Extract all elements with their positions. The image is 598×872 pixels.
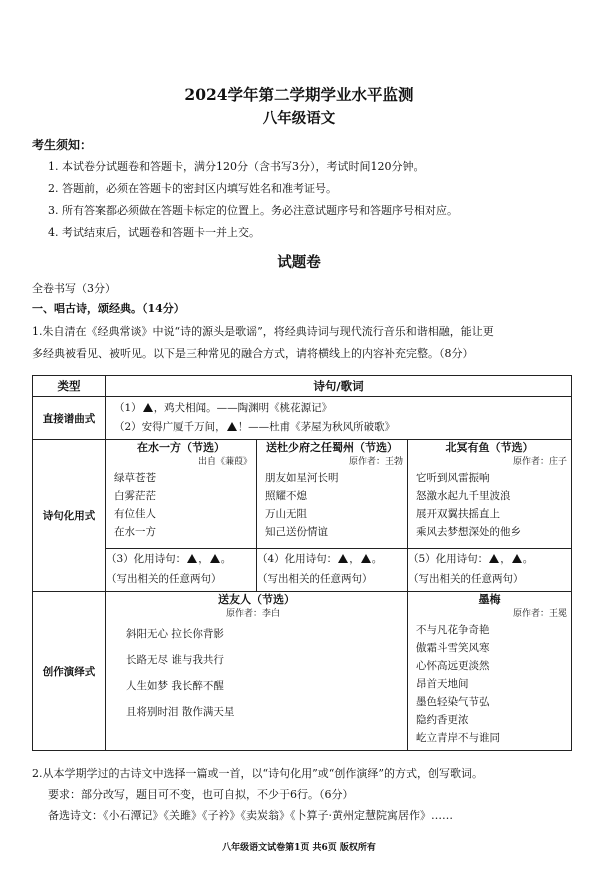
poem-card <box>408 440 572 549</box>
notice-item-1: 1. 本试卷分试题卷和答题卡，满分120分（含书写3分），考试时间120分钟。 <box>48 160 425 173</box>
poem-title: 墨梅 <box>478 593 501 606</box>
poem-title: 送友人（节选） <box>218 593 295 606</box>
poem-line: 人生如梦 我长醉不醒 <box>126 680 224 692</box>
poem-line: 隐约香更浓 <box>416 714 469 726</box>
poem-source: 出自《蒹葭》 <box>197 457 252 467</box>
poem-line: 屹立青岸不与谁同 <box>416 732 500 744</box>
poem-line: 它听到风雷振响 <box>416 472 490 484</box>
adapt-answer-4: （4）化用诗句： ， 。 （写出相关的任意两句） <box>257 549 408 592</box>
poem-line: 在水一方 <box>114 526 156 538</box>
writing-score: 全卷书写（3分） <box>32 282 116 295</box>
row-direct-content <box>106 397 572 440</box>
blank-triangle-icon[interactable] <box>338 554 348 563</box>
blank-triangle-icon[interactable] <box>489 554 499 563</box>
creative-poem-b <box>408 592 572 751</box>
poem-source: 原作者：王勃 <box>348 457 403 467</box>
page-footer: 八年级语文试卷第1页 共6页 版权所有 <box>222 843 376 853</box>
poem-line: 长路无尽 谁与我共行 <box>126 654 224 666</box>
direct-item-1: （1） ，鸡犬相闻。——陶渊明《桃花源记》 <box>114 402 333 414</box>
poem-line: 白雾茫茫 <box>114 490 156 502</box>
poem-line: 且将别时泪 散作满天星 <box>126 706 235 718</box>
blank-triangle-icon[interactable] <box>143 403 153 412</box>
poem-line: 斜阳无心 拉长你背影 <box>126 628 224 640</box>
blank-triangle-icon[interactable] <box>210 554 220 563</box>
answer-hint: （写出相关的任意两句） <box>106 573 222 585</box>
header-type: 类型 <box>33 376 106 397</box>
notice-heading: 考生须知： <box>32 138 93 152</box>
row-adapt-label: 诗句化用式 <box>33 440 106 592</box>
poem-line: 怒激水起九千里波浪 <box>416 490 511 502</box>
poem-line: 展开双翼扶摇直上 <box>416 508 500 520</box>
notice-item-3: 3. 所有答案都必须做在答题卡标定的位置上。务必注意试题序号和答题序号相对应。 <box>48 204 458 217</box>
poem-card <box>106 440 257 549</box>
exam-title: 2024学年第二学期学业水平监测 <box>184 85 414 104</box>
notice-item-2: 2. 答题前，必须在答题卡的密封区内填写姓名和准考证号。 <box>48 182 337 195</box>
question-2-requirement: 要求：部分改写，题目可不变，也可自拟，不少于6行。（6分） <box>48 788 354 801</box>
poem-line: 昂首天地间 <box>416 678 469 690</box>
adapt-answer-3: （3）化用诗句： ， 。 （写出相关的任意两句） <box>106 549 257 592</box>
poem-line: 有位佳人 <box>114 508 156 520</box>
poem-line: 墨色轻染气节弘 <box>416 696 490 708</box>
blank-triangle-icon[interactable] <box>361 554 371 563</box>
row-direct-label: 直接谱曲式 <box>33 397 106 440</box>
poem-line: 心怀高远更淡然 <box>416 660 490 672</box>
poem-line: 照耀不熄 <box>265 490 307 502</box>
blank-triangle-icon[interactable] <box>187 554 197 563</box>
poem-title: 在水一方（节选） <box>137 441 225 454</box>
notice-item-4: 4. 考试结束后，试题卷和答题卡一并上交。 <box>48 226 260 239</box>
answer-hint: （写出相关的任意两句） <box>408 573 524 585</box>
poem-source: 原作者：王冕 <box>512 609 567 619</box>
poem-line: 朋友如星河长明 <box>265 472 339 484</box>
poem-line: 傲霜斗雪笑风寒 <box>416 642 490 654</box>
poem-line: 乘风去梦想深处的他乡 <box>416 526 521 538</box>
exam-subtitle: 八年级语文 <box>262 110 336 127</box>
part-one-heading: 一、唱古诗，颂经典。（14分） <box>32 302 185 315</box>
row-creative-label: 创作演绎式 <box>33 592 106 751</box>
poem-title: 北冥有鱼（节选） <box>445 441 534 454</box>
question-2-candidates: 备选诗文：《小石潭记》《关雎》《子衿》《卖炭翁》《卜算子·黄州定慧院寓居作》…… <box>48 809 453 822</box>
creative-poem-a <box>106 592 408 751</box>
fusion-table <box>32 375 572 751</box>
poem-title: 送杜少府之任蜀州（节选） <box>266 441 398 454</box>
answer-hint: （写出相关的任意两句） <box>257 573 373 585</box>
adapt-answer-5: （5）化用诗句： ， 。 （写出相关的任意两句） <box>408 549 572 592</box>
blank-triangle-icon[interactable] <box>227 422 237 431</box>
header-lyrics: 诗句/歌词 <box>106 376 572 397</box>
poem-source: 原作者：李白 <box>226 609 281 619</box>
blank-triangle-icon[interactable] <box>512 554 522 563</box>
question-1-line-2: 多经典被看见、被听见。以下是三种常见的融合方式，请将横线上的内容补充完整。（8分） <box>32 347 474 360</box>
question-2-line-1: 2.从本学期学过的古诗文中选择一篇或一首，以“诗句化用”或“创作演绎”的方式，创写歌词。 <box>32 767 483 780</box>
direct-item-2: （2）安得广厦千万间， ！——杜甫《茅屋为秋风所破歌》 <box>114 421 396 433</box>
poem-line: 不与凡花争奇艳 <box>416 624 490 636</box>
poem-line: 绿草苍苍 <box>114 472 156 484</box>
question-1-line-1: 1.朱自清在《经典常谈》中说“诗的源头是歌谣”，将经典诗词与现代流行音乐和谐相融，能让更 <box>32 325 494 338</box>
poem-line: 知己送份情谊 <box>265 526 328 538</box>
poem-card <box>257 440 408 549</box>
section-title: 试题卷 <box>277 254 321 271</box>
poem-source: 原作者：庄子 <box>512 457 567 467</box>
poem-line: 万山无阻 <box>265 508 307 520</box>
